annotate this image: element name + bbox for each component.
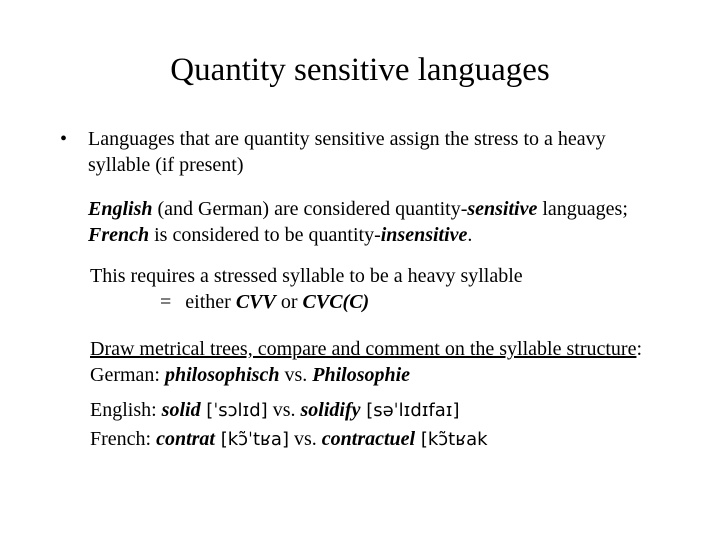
french-example-word-2: contractuel — [321, 428, 416, 450]
cvv-term: CVV — [235, 291, 276, 313]
french-text-1: is considered to be quantity- — [149, 224, 381, 246]
slide-title — [0, 50, 720, 90]
french-vs: vs. — [288, 428, 322, 450]
french-ipa-2: [kɔ̃tʁak — [415, 429, 488, 450]
task-line — [90, 337, 642, 361]
equals-sign: = — [160, 291, 172, 313]
german-example-line — [90, 363, 410, 387]
task-instruction: Draw metrical trees, compare and comment on the syllable structure — [90, 338, 637, 360]
slide-title-text: Quantity sensitive languages — [170, 52, 550, 88]
french-word: French — [88, 224, 150, 246]
english-ipa-1: [ˈsɔlɪd] — [200, 400, 268, 421]
german-word-1: philosophisch — [164, 364, 280, 386]
german-word-2: Philosophie — [312, 364, 411, 386]
either-text: either — [185, 291, 236, 313]
or-text: or — [275, 291, 303, 313]
english-example-word-1: solid — [161, 399, 201, 421]
requires-definition-line — [160, 290, 369, 314]
bullet-dot: • — [60, 128, 68, 150]
english-ipa-2: [səˈlɪdɪfaɪ] — [360, 400, 460, 421]
task-colon: : — [636, 338, 643, 360]
german-label: German: — [90, 364, 165, 386]
english-example-line — [90, 398, 460, 423]
english-sensitive-line — [88, 197, 628, 221]
english-label: English: — [90, 399, 162, 421]
french-insensitive-line — [88, 223, 472, 247]
french-example-line — [90, 427, 488, 452]
cvcc-term: CVC(C) — [302, 291, 370, 313]
french-text-2: . — [467, 224, 473, 246]
german-vs: vs. — [279, 364, 313, 386]
bullet-line-2: syllable (if present) — [88, 154, 244, 176]
english-vs: vs. — [267, 399, 301, 421]
sensitive-word: sensitive — [467, 198, 538, 220]
french-example-word-1: contrat — [156, 428, 215, 450]
requires-line: This requires a stressed syllable to be a heavy syllable — [90, 265, 523, 287]
english-text-1: (and German) are considered quantity- — [152, 198, 468, 220]
french-label: French: — [90, 428, 157, 450]
bullet-line-1: Languages that are quantity sensitive assign the stress to a heavy — [88, 128, 606, 150]
english-word: English — [88, 198, 153, 220]
insensitive-word: insensitive — [380, 224, 468, 246]
english-example-word-2: solidify — [300, 399, 361, 421]
french-ipa-1: [kɔ̃ˈtʁa] — [215, 429, 289, 450]
english-text-2: languages; — [537, 198, 628, 220]
